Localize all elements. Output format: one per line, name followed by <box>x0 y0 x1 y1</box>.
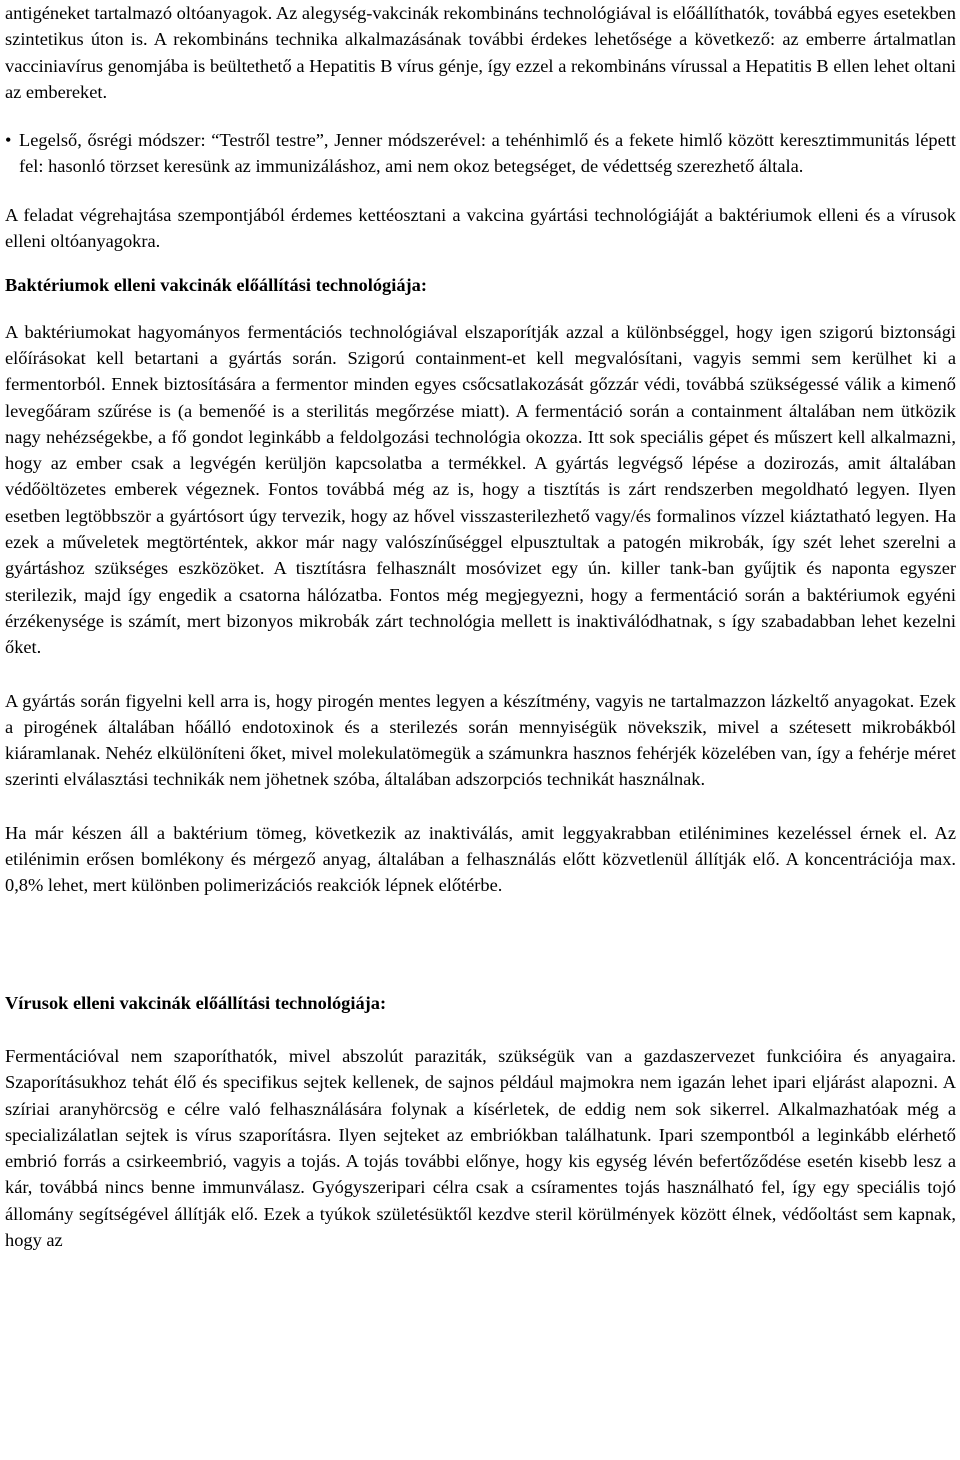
bacteria-paragraph-inactivation: Ha már készen áll a baktérium tömeg, következik az inaktiválás, amit leggyakrabban etilénimines kezeléssel érnek el. Az etilénimin erősen bomlékony és mérgező anyag, általában a felhasználás előtt közvetlenül állítják elő. A koncentrációja max. 0,8% lehet, mert különben polimerizációs reakciók lépnek előtérbe. <box>5 822 956 896</box>
bacteria-section-heading: Baktériumok elleni vakcinák előállítási technológiája: <box>5 275 427 296</box>
task-paragraph: A feladat végrehajtása szempontjából érdemes kettéosztani a vakcina gyártási technológiáját a baktériumok elleni és a vírusok elleni oltóanyagokra. <box>5 204 956 252</box>
bullet-icon: • <box>5 130 12 151</box>
bullet-paragraph: Legelső, ősrégi módszer: “Testről testre”, Jenner módszerével: a tehénhimlő és a fekete himlő között keresztimmunitás lépett fel: hasonló törzset keresünk az immunizáláshoz, ami nem okoz betegséget, de védettség szerezhető általa. <box>19 130 956 177</box>
virus-paragraph-cultivation: Fermentációval nem szaporíthatók, mivel abszolút paraziták, szükségük van a gazdaszervezet funkcióira és anyagaira. Szaporításukhoz tehát élő és specifikus sejtek kellenek, de sajnos például majmokra nem igazán lehet ipari eljárást alapozni. A szíriai aranyhörcsög e célre való felhasználására folynak a kísérletek, de eddig nem sok sikerrel. Alkalmazhatóak még a specializálatlan sejtek is vírus szaporításra. Ilyen sejteket az embriókban találhatunk. Ipari szempontból a leginkább elérhető embrió forrás a csirkeembrió, vagyis a tojás. A tojás további előnye, hogy kis egység lévén befertőződése esetén kisebb lesz a kár, továbbá nincs benne immunválasz. Gyógyszeripari célra csak a csíramentes tojás használható fel, így egy speciális tojó állomány segítségével állítják elő. Ezek a tyúkok születésüktől kezdve steril körülmények között élnek, védőoltást sem kapnak, hogy az <box>5 1045 956 1250</box>
intro-paragraph: antigéneket tartalmazó oltóanyagok. Az alegység-vakcinák rekombináns technológiával is előállíthatók, továbbá egyes esetekben szintetikus úton is. A rekombináns technika alkalmazásának további érdekes lehetősége a következő: az emberre ártalmatlan vacciniavírus genomjába is beültethető a Hepatitis B vírus génje, így ezzel a rekombináns vírussal a Hepatitis B ellen lehet oltani az embereket. <box>5 3 956 102</box>
virus-section-heading: Vírusok elleni vakcinák előállítási technológiája: <box>5 992 387 1013</box>
bacteria-paragraph-fermentation: A baktériumokat hagyományos fermentációs technológiával elszaporítják azzal a különbséggel, hogy igen szigorú biztonsági előírásokat kell betartani a gyártás során. Szigorú containment-et kell megvalósítani, vagyis semmi sem kerülhet ki a fermentorból. Ennek biztosítására a fermentor minden egyes csőcsatlakozását gőzzár védi, továbbá szükségessé válik a kimenő levegőáram szűrése is (a bemenőé is a sterilitás megőrzése miatt). A fermentáció során a containment általában nem ütközik nagy nehézségekbe, a fő gondot leginkább a feldolgozási technológia okozza. Itt sok speciális gépet és műszert kell alkalmazni, hogy az ember csak a legvégén kerüljön kapcsolatba a termékkel. A gyártás legvégső lépése a dozirozás, amit általában védőöltözetes emberek végeznek. Fontos továbbá még az is, hogy a tisztítás is zárt rendszerben megoldható legyen. Ilyen esetben legtöbbször a gyártósort úgy tervezik, hogy az hővel visszasterilezhető vagy/és formalinos vízzel kiáztatható legyen. Ha ezek a műveletek megtörténtek, akkor már nagy valószínűséggel elpusztultak a patogén mikrobák, így szét lehet szerelni a gyártáshoz szükséges eszközöket. A tisztításra felhasznált mosóvizet egy ún. killer tank-ban gyűjtik és naponta egyszer sterilezik, majd így engedik a csatorna hálózatba. Fontos még megjegyezni, hogy a fermentáció során a baktériumok egyéni érzékenysége is számít, mert bizonyos mikrobák zárt technológia mellett is inaktiválódhatnak, s így szabadabban lehet kezelni őket. <box>5 321 956 658</box>
bacteria-paragraph-pyrogen: A gyártás során figyelni kell arra is, hogy pirogén mentes legyen a készítmény, vagyis ne tartalmazzon lázkeltő anyagokat. Ezek a pirogének általában hőálló endotoxinok és a sterilezés során mennyiségük növekszik, mivel a szétesett mikrobákból kiáramlanak. Nehéz elkülöníteni őket, mivel molekulatömegük a számunkra hasznos fehérjék közelében van, így a fehérje méret szerinti elválasztási technikák nem jöhetnek szóba, általában adszorpciós technikát használnak. <box>5 690 956 790</box>
bullet-list-item <box>5 127 956 180</box>
